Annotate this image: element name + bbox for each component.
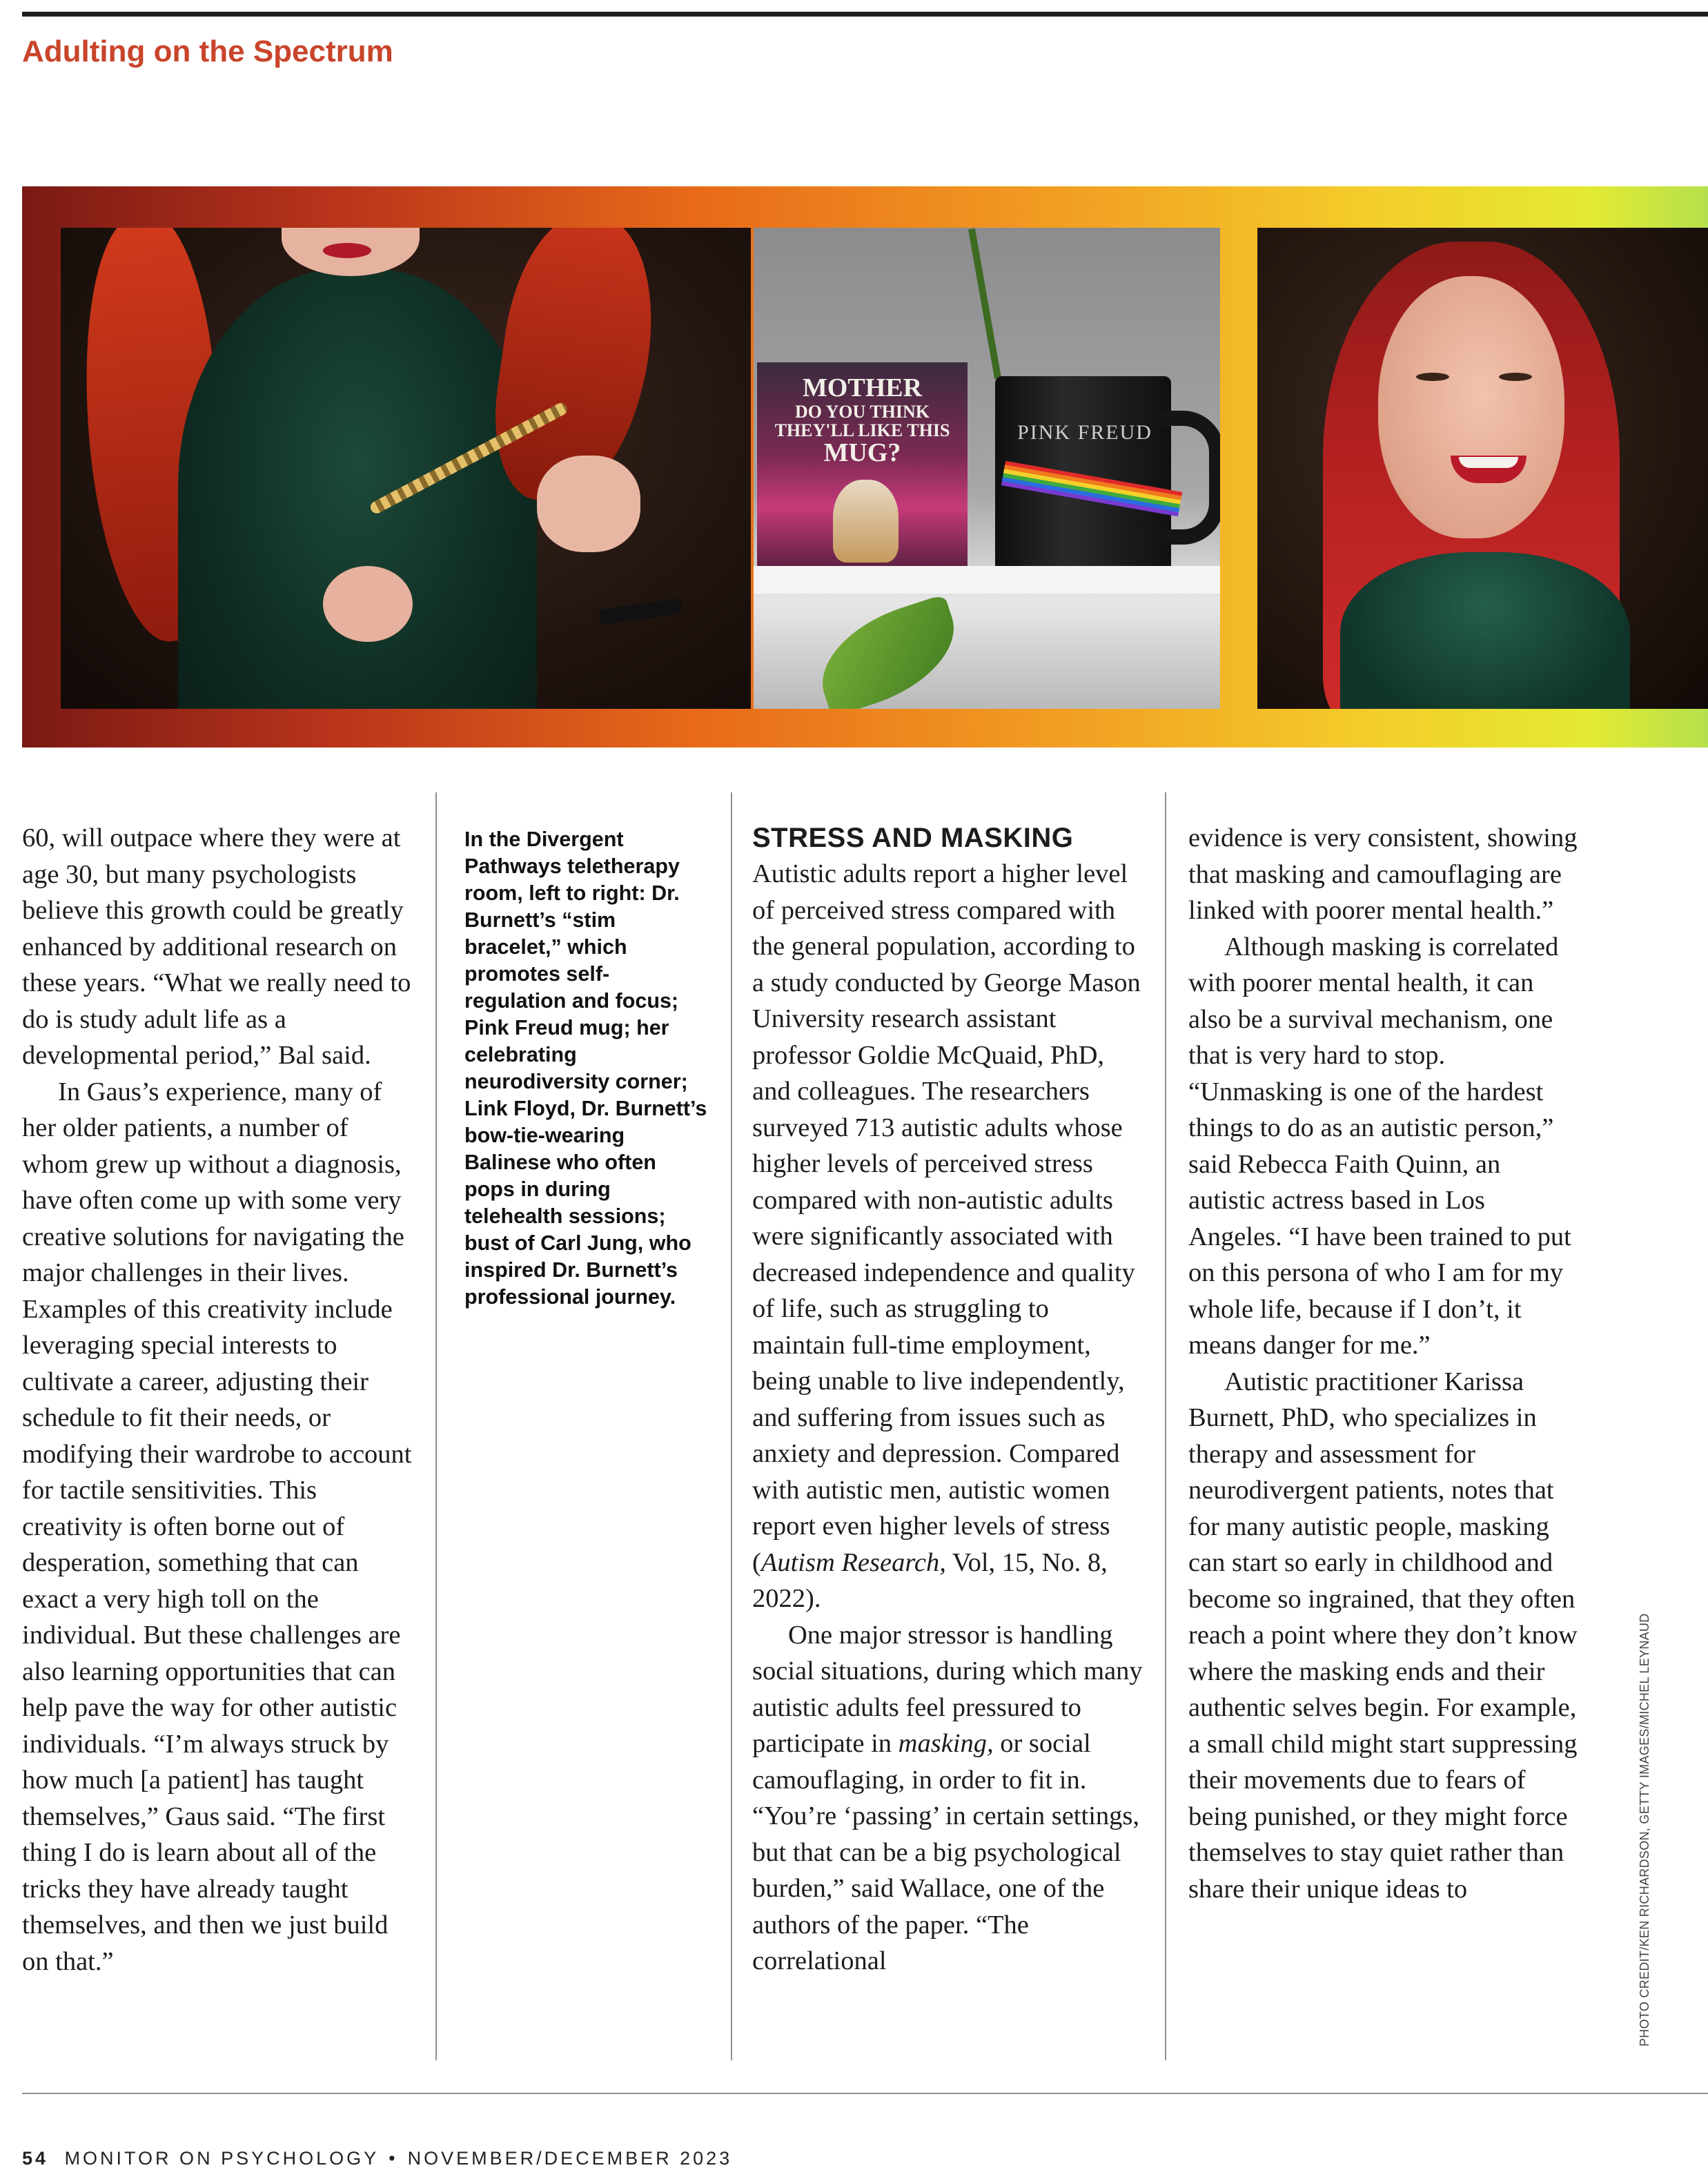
- photo-stim-bracelet: [61, 228, 751, 709]
- publication-name: MONITOR ON PSYCHOLOGY: [64, 2148, 380, 2169]
- paragraph: Autistic practitioner Karissa Burnett, PhD, who specializes in therapy and assessment for neurodivergent patients, notes that for many autistic people, masking can start so early in childhood and become so ingrained, that they often reach a point where they don’t know where the masking ends and their authentic selves begin. For example, a small child might start suppressing their movements due to fears of being punished, or they might force themselves to stay quiet rather than share their unique ideas to: [1188, 1367, 1578, 1904]
- page-number: 54: [22, 2148, 49, 2169]
- paragraph: One major stressor is handling social situations, during which many autistic adults feel pressured to participate in masking, or social camouflaging, in order to fit in. “You’re ‘passing’ in certain settings, but that can be a big psychological burden,” said Wallace, one of the authors of the paper. “The correlational: [752, 1620, 1143, 1975]
- column-divider: [1165, 792, 1166, 2060]
- paragraph: In Gaus’s experience, many of her older patients, a number of whom grew up without a diagnosis, have often come up with some very creative solutions for navigating the major challenges in their lives. Examples of this creativity include leveraging special interests to cultivate a career, adjusting their schedule to fit their needs, or modifying their wardrobe to account for tactile sensitivities. This creativity is often borne out of desperation, something that can exact a very high toll on the individual. But these challenges are also learning opportunities that can help pave the way for other autistic individuals. “I’m always struck by how much [a patient] has taught themselves,” Gaus said. “The first thing I do is learn about all of the tricks they have already taught themselves, and then we just build on that.”: [22, 1077, 412, 1976]
- box-text-line3: MUG?: [823, 438, 901, 468]
- column-divider: [731, 792, 732, 2060]
- footer-rule: [22, 2093, 1708, 2094]
- top-rule: [22, 12, 1708, 17]
- citation-journal: Autism Research,: [760, 1547, 946, 1577]
- photo-band: [22, 186, 1708, 747]
- paragraph: 60, will outpace where they were at age 30, but many psychologists believe this growth could be greatly enhanced by additional research on these years. “What we really need to do is study adult life as a developmental period,” Bal said.: [22, 823, 411, 1070]
- article-column-1: [22, 820, 419, 1980]
- paragraph: evidence is very consistent, showing that masking and camouflaging are linked with poorer mental health.”: [1188, 823, 1578, 925]
- paragraph: Autistic adults report a higher level of perceived stress compared with the general population, according to a study conducted by George Mason University research assistant professor Goldie McQuaid, PhD, and colleagues. The researchers surveyed 713 autistic adults whose higher levels of perceived stress compared with non-autistic adults were significantly associated with decreased independence and quality of life, such as struggling to maintain full-time employment, being unable to live independently, and suffering from issues such as anxiety and depression. Compared with autistic men, autistic women report even higher levels of stress (Autism Research, Vol, 15, No. 8, 2022).: [752, 859, 1141, 1613]
- subhead: STRESS AND MASKING: [752, 823, 1074, 853]
- photo-caption: In the Divergent Pathways teletherapy room, left to right: Dr. Burnett’s “stim bracelet,” which promotes self-regulation and focus; Pink Freud mug; her celebrating neurodiversity corner; Link Floyd, Dr. Burnett’s bow-tie-wearing Balinese who often pops in during telehealth sessions; bust of Carl Jung, who inspired Dr. Burnett’s professional journey.: [464, 828, 707, 1309]
- article-column-3: [752, 820, 1146, 1980]
- box-text-line1: MOTHER: [802, 373, 923, 402]
- box-text-line2: DO YOU THINK THEY'LL LIKE THIS: [774, 401, 950, 441]
- photo-credit: PHOTO CREDIT/KEN RICHARDSON, GETTY IMAGES/MICHEL LEYNAUD: [1638, 1613, 1651, 2046]
- paragraph: Although masking is correlated with poorer mental health, it can also be a survival mechanism, one that is very hard to stop. “Unmasking is one of the hardest things to do as an autistic person,” said Rebecca Faith Quinn, an autistic actress based in Los Angeles. “I have been trained to put on this persona of who I am for my whole life, because if I don’t, it means danger for me.”: [1188, 932, 1571, 1360]
- term-masking: masking,: [898, 1729, 994, 1758]
- column-divider: [435, 792, 437, 2060]
- page-footer: [22, 2148, 732, 2169]
- footer-separator: •: [389, 2148, 398, 2169]
- article-column-4: [1188, 820, 1578, 1907]
- mug-box: [757, 362, 968, 569]
- section-title: Adulting on the Spectrum: [22, 35, 393, 68]
- issue-date: NOVEMBER/DECEMBER 2023: [407, 2148, 733, 2169]
- photo-portrait: [1257, 228, 1708, 709]
- photo-pink-freud-mug: [754, 228, 1220, 709]
- mug-label: PINK FREUD: [1017, 421, 1152, 444]
